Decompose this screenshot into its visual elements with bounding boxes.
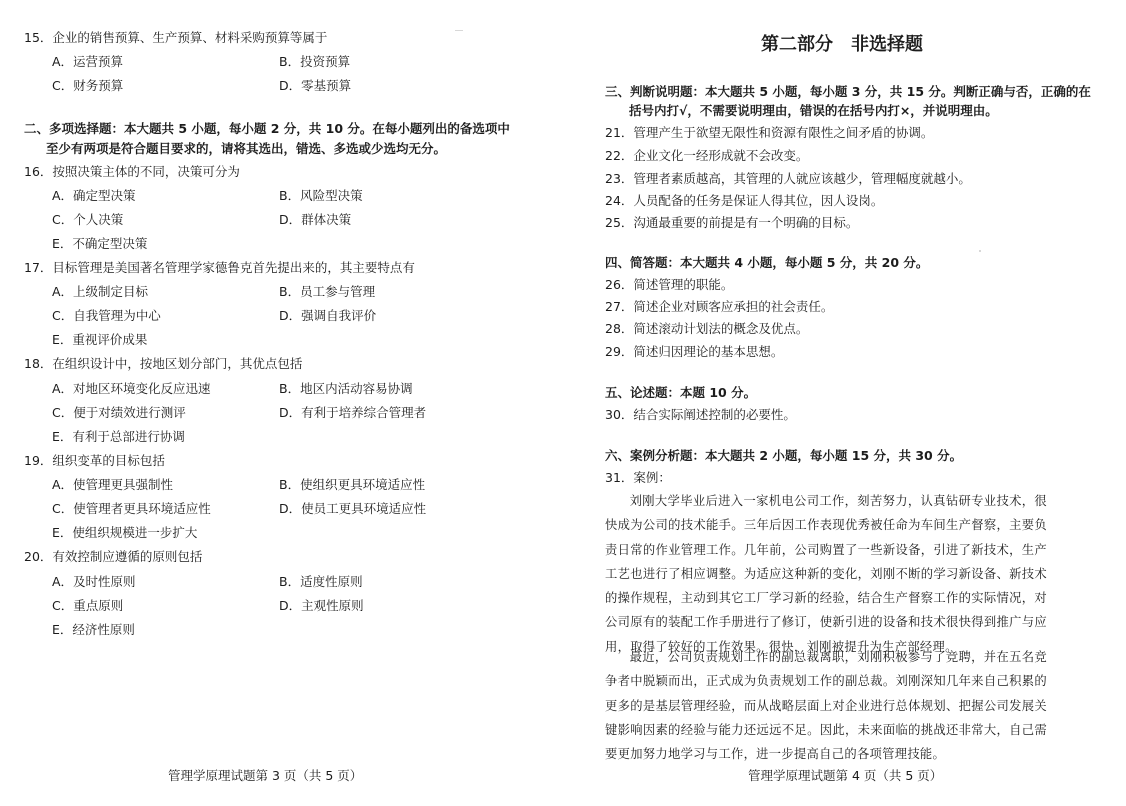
question-15-stem: 15．企业的销售预算、生产预算、材料采购预算等属于 (24, 30, 328, 45)
q16-option-e: E．不确定型决策 (52, 236, 148, 251)
q18-option-e: E．有利于总部进行协调 (52, 429, 185, 444)
q19-option-a: A．使管理更具强制性 (52, 477, 174, 492)
q20-option-e: E．经济性原则 (52, 622, 135, 637)
section5-heading: 五、论述题：本题 10 分。 (605, 385, 757, 400)
judgment-25: 25．沟通最重要的前提是有一个明确的目标。 (605, 215, 859, 230)
q18-option-a: A．对地区环境变化反应迅速 (52, 381, 211, 396)
case-question-31-label: 31．案例： (605, 470, 671, 485)
essay-question-30: 30．结合实际阐述控制的必要性。 (605, 407, 796, 422)
q18-option-d: D．有利于培养综合管理者 (279, 405, 427, 420)
q16-option-b: B．风险型决策 (279, 188, 363, 203)
q19-option-b: B．使组织更具环境适应性 (279, 477, 426, 492)
short-answer-29: 29．简述归因理论的基本思想。 (605, 344, 784, 359)
q20-option-d: D．主观性原则 (279, 598, 364, 613)
q17-option-d: D．强调自我评价 (279, 308, 377, 323)
q15-option-a: A．运营预算 (52, 54, 124, 69)
short-answer-28: 28．简述滚动计划法的概念及优点。 (605, 321, 809, 336)
q15-option-c: C．财务预算 (52, 78, 124, 93)
q15-option-b: B．投资预算 (279, 54, 351, 69)
q17-option-c: C．自我管理为中心 (52, 308, 161, 323)
q16-option-a: A．确定型决策 (52, 188, 136, 203)
q20-option-b: B．适度性原则 (279, 574, 363, 589)
scan-speck (979, 250, 981, 252)
question-16-stem: 16．按照决策主体的不同，决策可分为 (24, 164, 240, 179)
q16-option-d: D．群体决策 (279, 212, 352, 227)
left-page-footer: 管理学原理试题第 3 页（共 5 页） (168, 768, 363, 783)
q17-option-b: B．员工参与管理 (279, 284, 376, 299)
question-17-stem: 17．目标管理是美国著名管理学家德鲁克首先提出来的，其主要特点有 (24, 260, 415, 275)
section4-heading: 四、简答题：本大题共 4 小题，每小题 5 分，共 20 分。 (605, 255, 929, 270)
section3-heading-line2: 括号内打√，不需要说明理由，错误的在括号内打×，并说明理由。 (629, 103, 998, 118)
question-19-stem: 19．组织变革的目标包括 (24, 453, 165, 468)
short-answer-26: 26．简述管理的职能。 (605, 277, 734, 292)
judgment-21: 21．管理产生于欲望无限性和资源有限性之间矛盾的协调。 (605, 125, 934, 140)
q20-option-c: C．重点原则 (52, 598, 124, 613)
q17-option-a: A．上级制定目标 (52, 284, 149, 299)
q18-option-c: C．便于对绩效进行测评 (52, 405, 186, 420)
section3-heading-line1: 三、判断说明题：本大题共 5 小题，每小题 3 分，共 15 分。判断正确与否，正确的在 (605, 84, 1091, 99)
section2-heading-line1: 二、多项选择题：本大题共 5 小题，每小题 2 分，共 10 分。在每小题列出的备选项中 (24, 121, 510, 136)
q19-option-c: C．使管理者更具环境适应性 (52, 501, 211, 516)
q19-option-e: E．使组织规模进一步扩大 (52, 525, 198, 540)
judgment-22: 22．企业文化一经形成就不会改变。 (605, 148, 809, 163)
case-paragraph-1: 刘刚大学毕业后进入一家机电公司工作，刻苦努力，认真钻研专业技术，很快成为公司的技术能手。三年后因工作表现优秀被任命为车间生产督察，主要负责日常的作业管理工作。几年前，公司购置了一些新设备，引进了新技术，生产工艺也进行了相应调整。为适应这种新的变化，刘刚不断的学习新设备、新技术的操作规程，主动到其它工厂学习新的经验，结合生产督察工作的实际情况，对公司原有的装配工作手册进行了修订，使新引进的设备和技术很快得到推广与应用，取得了较好的工作效果。很快，刘刚被提升为生产部经理。 (605, 494, 1047, 654)
question-20-stem: 20．有效控制应遵循的原则包括 (24, 549, 203, 564)
q18-option-b: B．地区内活动容易协调 (279, 381, 413, 396)
right-page (563, 0, 1126, 806)
section2-heading-line2: 至少有两项是符合题目要求的，请将其选出，错选、多选或少选均无分。 (46, 141, 447, 156)
judgment-23: 23．管理者素质越高，其管理的人就应该越少，管理幅度就越小。 (605, 171, 971, 186)
q16-option-c: C．个人决策 (52, 212, 124, 227)
part-two-title: 第二部分 非选择题 (761, 34, 923, 55)
case-paragraph-2: 最近，公司负责规划工作的副总裁离职，刘刚积极参与了竞聘，并在五名竞争者中脱颖而出，正式成为负责规划工作的副总裁。刘刚深知几年来自己积累的更多的是基层管理经验，而从战略层面上对企业进行总体规划、把握公司发展关键影响因素的经验与能力还远远不足。因此，未来面临的挑战还非常大，自己需要更加努力地学习与工作，进一步提高自己的各项管理技能。 (605, 650, 1047, 762)
scan-speck (455, 30, 463, 31)
section6-heading: 六、案例分析题：本大题共 2 小题，每小题 15 分，共 30 分。 (605, 448, 963, 463)
left-page (0, 0, 560, 806)
short-answer-27: 27．简述企业对顾客应承担的社会责任。 (605, 299, 834, 314)
question-18-stem: 18．在组织设计中，按地区划分部门，其优点包括 (24, 356, 303, 371)
q20-option-a: A．及时性原则 (52, 574, 136, 589)
q15-option-d: D．零基预算 (279, 78, 352, 93)
q17-option-e: E．重视评价成果 (52, 332, 148, 347)
q19-option-d: D．使员工更具环境适应性 (279, 501, 427, 516)
right-page-footer: 管理学原理试题第 4 页（共 5 页） (748, 768, 943, 783)
judgment-24: 24．人员配备的任务是保证人得其位，因人设岗。 (605, 193, 884, 208)
